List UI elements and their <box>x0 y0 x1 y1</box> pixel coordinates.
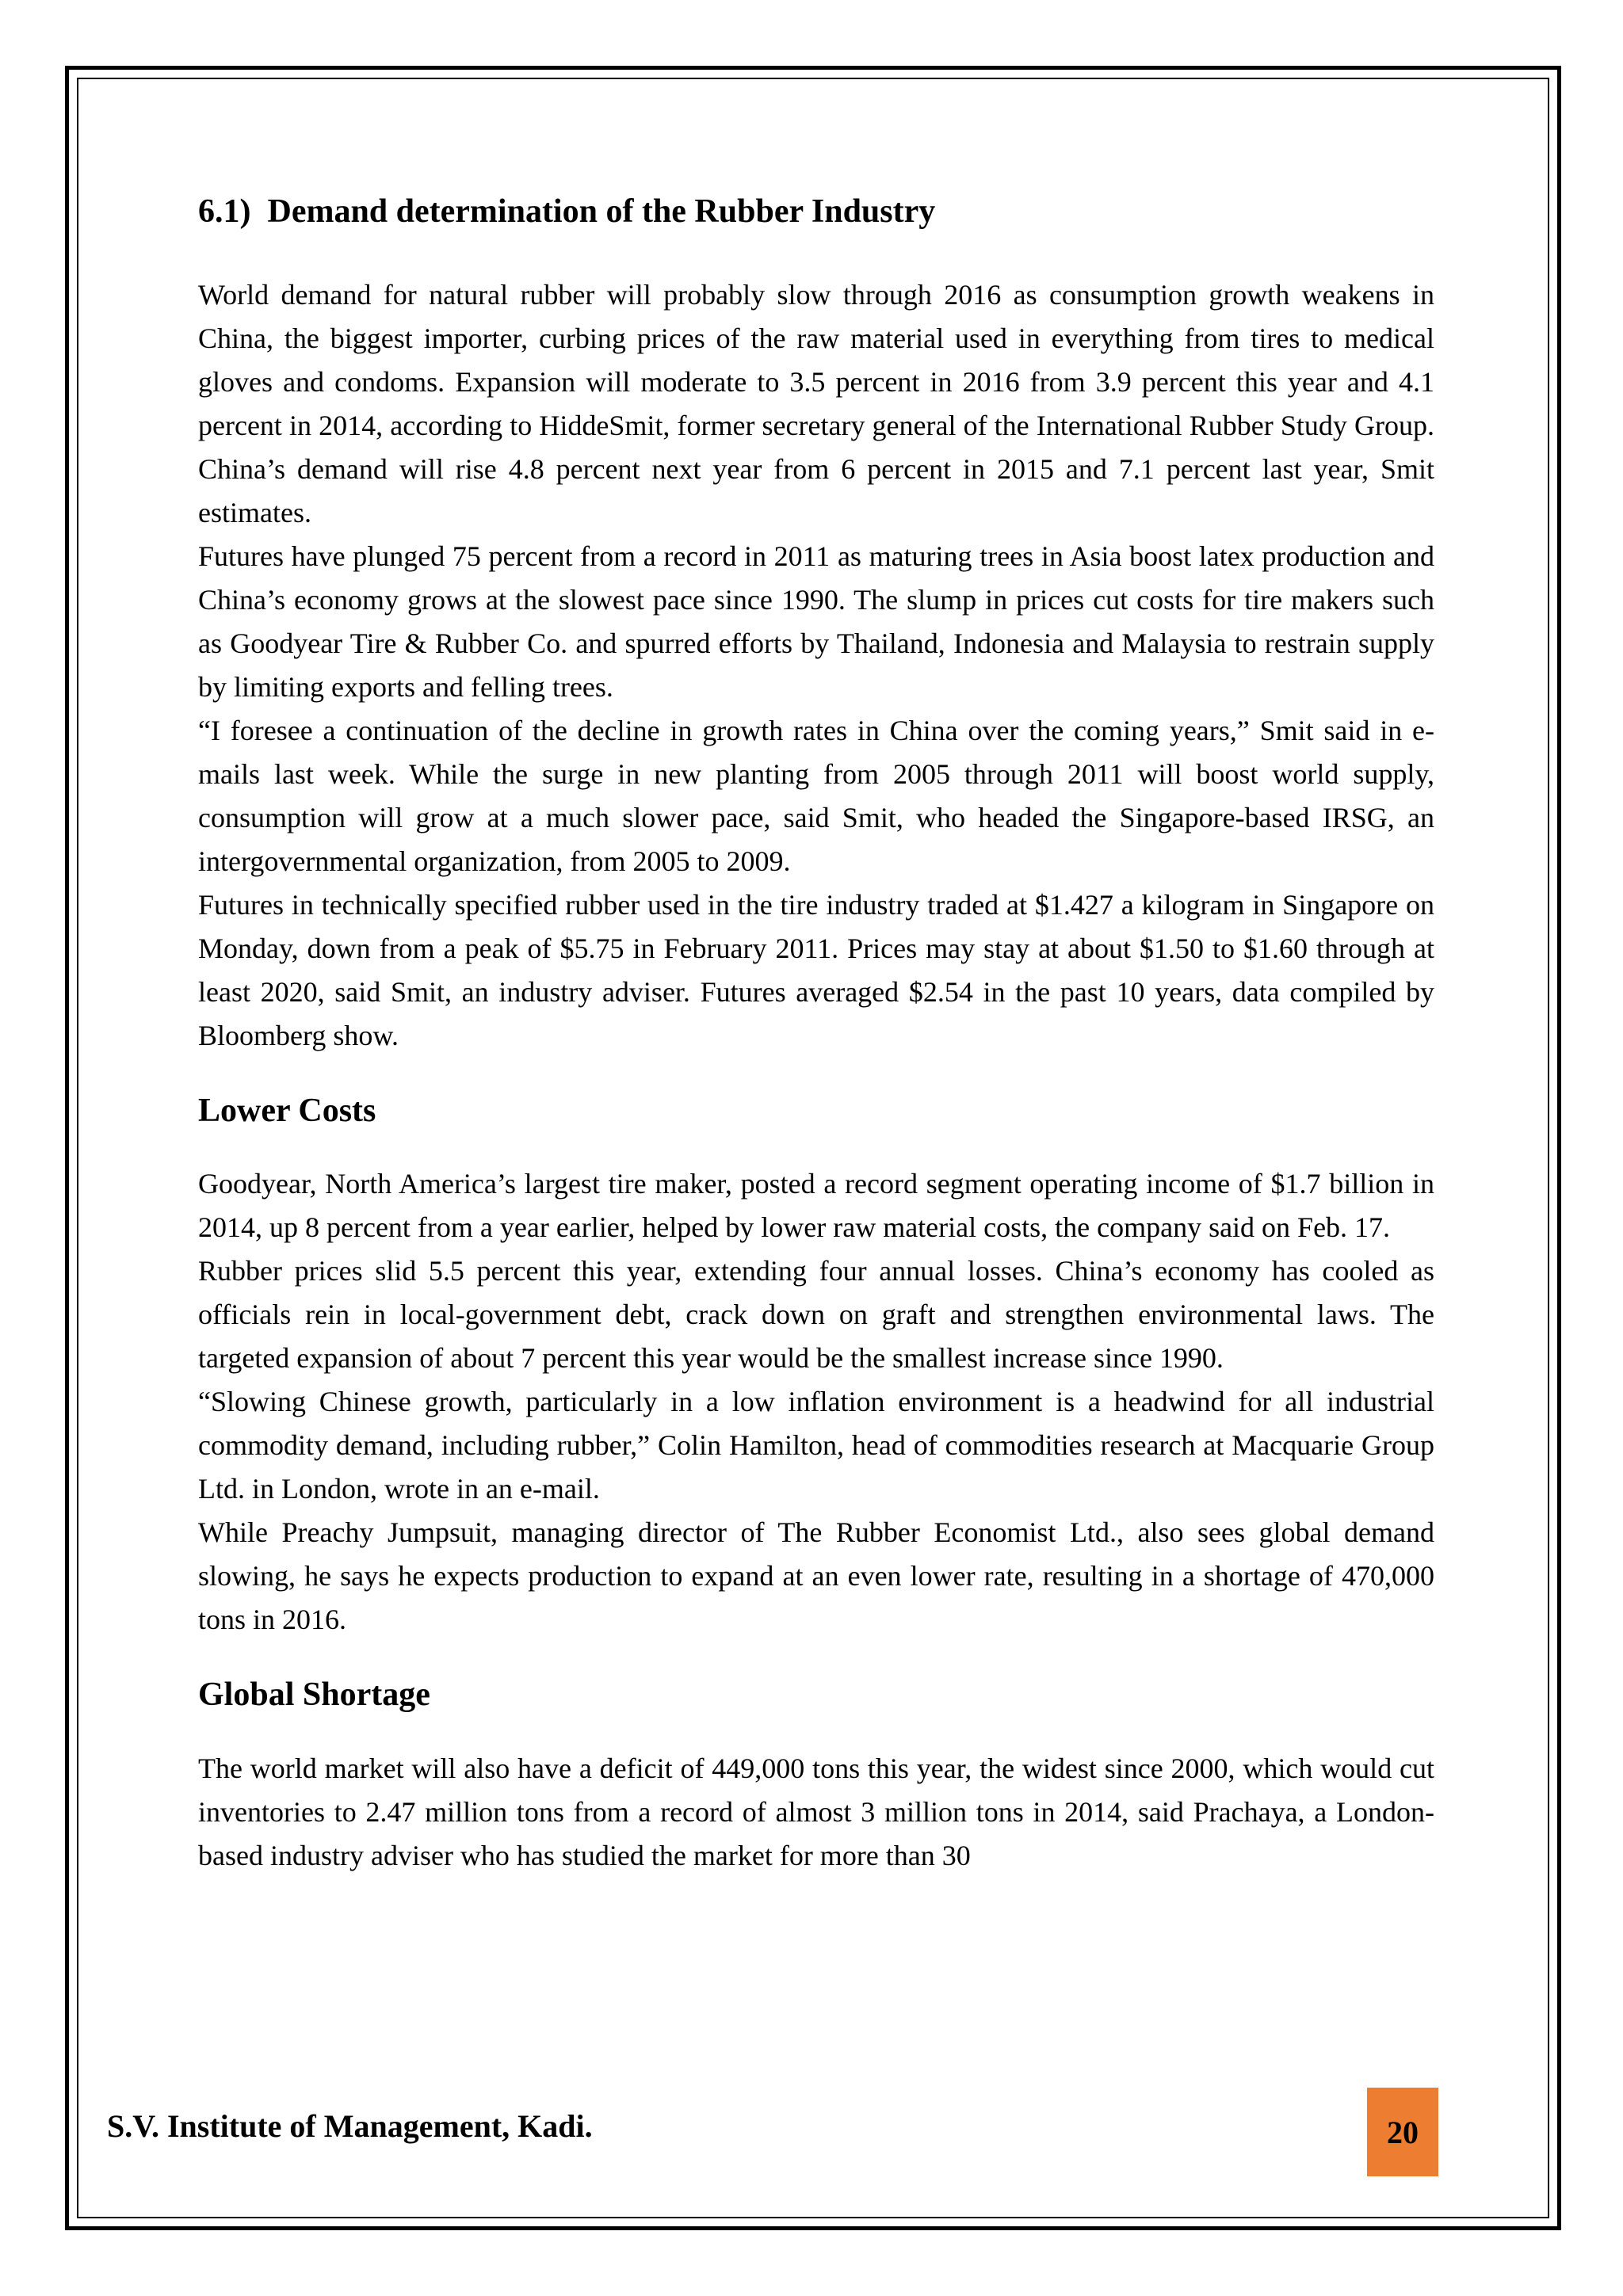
page-content <box>198 190 1434 1878</box>
paragraph: The world market will also have a deficit of 449,000 tons this year, the widest since 2000, which would cut inventories to 2.47 million tons from a record of almost 3 million tons in 2014, said Prachaya, a London-based industry adviser who has studied the market for more than 30 <box>198 1752 1434 1871</box>
paragraph: World demand for natural rubber will probably slow through 2016 as consumption growth weakens in China, the biggest importer, curbing prices of the raw material used in everything from tires to medical gloves and condoms. Expansion will moderate to 3.5 percent in 2016 from 3.9 percent this year and 4.1 percent in 2014, according to HiddeSmit, former secretary general of the International Rubber Study Group. China’s demand will rise 4.8 percent next year from 6 percent in 2015 and 7.1 percent last year, Smit estimates. <box>198 278 1434 528</box>
footer-institute: S.V. Institute of Management, Kadi. <box>107 2108 593 2144</box>
paragraph: Futures have plunged 75 percent from a record in 2011 as maturing trees in Asia boost latex production and China’s economy grows at the slowest pace since 1990. The slump in prices cut costs for tire makers such as Goodyear Tire & Rubber Co. and spurred efforts by Thailand, Indonesia and Malaysia to restrain supply by limiting exports and felling trees. <box>198 540 1434 703</box>
paragraph: While Preachy Jumpsuit, managing director of The Rubber Economist Ltd., also sees global demand slowing, he says he expects production to expand at an even lower rate, resulting in a shortage of 470,000 tons in 2016. <box>198 1516 1434 1636</box>
page-number: 20 <box>1387 2114 1419 2150</box>
paragraph: “Slowing Chinese growth, particularly in a low inflation environment is a headwind for all industrial commodity demand, including rubber,” Colin Hamilton, head of commodities research at Macquarie Group Ltd. in London, wrote in an e-mail. <box>198 1386 1434 1505</box>
subheading-global-shortage: Global Shortage <box>198 1676 430 1714</box>
section-title: 6.1) Demand determination of the Rubber Industry <box>198 193 936 230</box>
paragraph: Goodyear, North America’s largest tire maker, posted a record segment operating income of $1.7 billion in 2014, up 8 percent from a year earlier, helped by lower raw material costs, the company said on Feb. 17. <box>198 1168 1434 1244</box>
paragraph: “I foresee a continuation of the decline in growth rates in China over the coming years,” Smit said in e-mails last week. While the surge in new planting from 2005 through 2011 will boost world supply, consumption will grow at a much slower pace, said Smit, who headed the Singapore-based IRSG, an intergovernmental organization, from 2005 to 2009. <box>198 714 1434 877</box>
page-number-badge <box>1367 2088 1438 2176</box>
paragraph: Rubber prices slid 5.5 percent this year, extending four annual losses. China’s economy has cooled as officials rein in local-government debt, crack down on graft and strengthen environmental laws. The targeted expansion of about 7 percent this year would be the smallest increase since 1990. <box>198 1255 1434 1375</box>
paragraph: Futures in technically specified rubber used in the tire industry traded at $1.427 a kilogram in Singapore on Monday, down from a peak of $5.75 in February 2011. Prices may stay at about $1.50 to $1.60 through at least 2020, said Smit, an industry adviser. Futures averaged $2.54 in the past 10 years, data compiled by Bloomberg show. <box>198 888 1434 1051</box>
subheading-lower-costs: Lower Costs <box>198 1092 376 1129</box>
